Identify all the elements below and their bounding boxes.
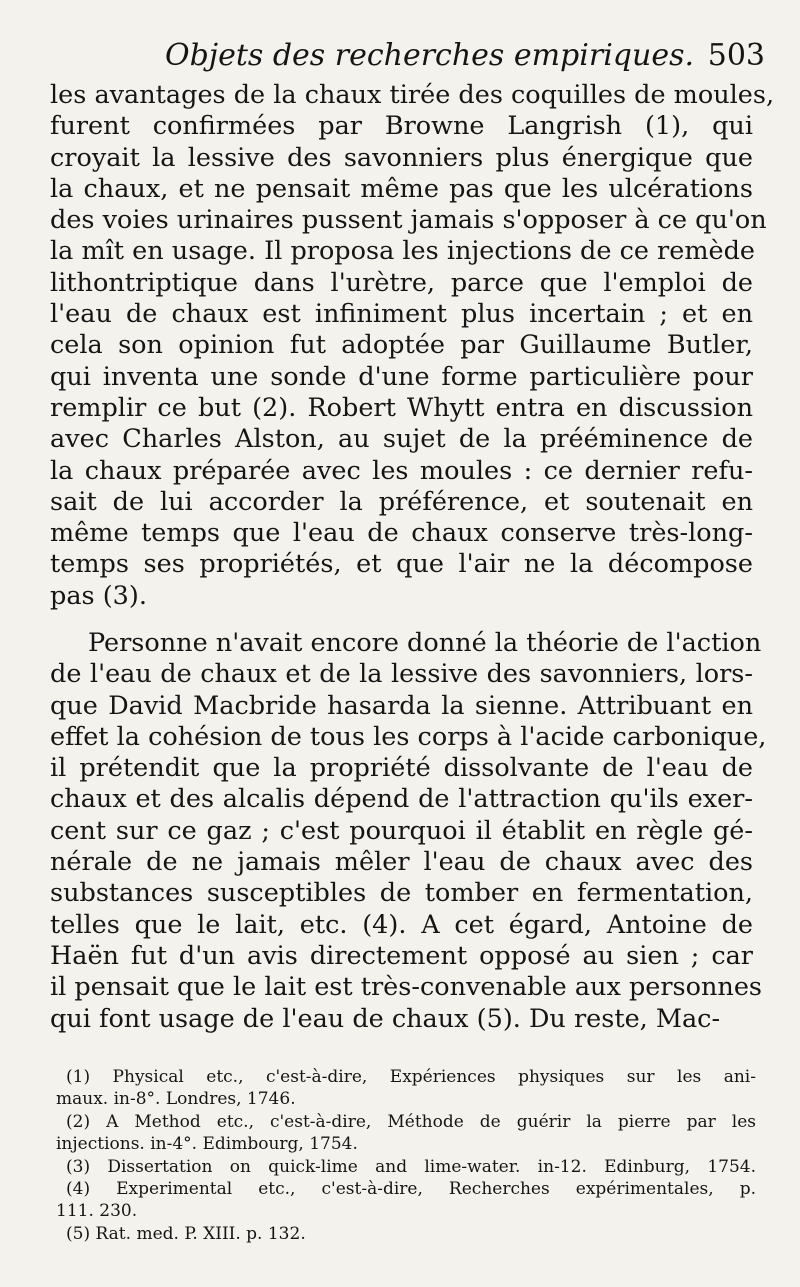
page-number: 503 [707, 38, 765, 73]
paragraph-2-line: substances susceptibles de tomber en fermentation, [50, 878, 753, 909]
footnote-line: 111. 230. [56, 1201, 138, 1222]
paragraph-1-line: les avantages de la chaux tirée des coquilles de moules, [50, 80, 775, 110]
paragraph-1-line: temps ses propriétés, et que l'air ne la décompose [50, 549, 753, 580]
paragraph-2-line: Haën fut d'un avis directement opposé au sien ; car [50, 940, 753, 971]
running-header [165, 34, 765, 78]
paragraph-1-line: lithontriptique dans l'urètre, parce que l'emploi de [50, 267, 753, 298]
footnote-line: (5) Rat. med. P. XIII. p. 132. [66, 1223, 306, 1244]
paragraph-1-line: l'eau de chaux est infiniment plus incertain ; et en [50, 299, 753, 330]
running-title: Objets des recherches empiriques. [165, 38, 694, 73]
footnote-line: (1) Physical etc., c'est-à-dire, Expériences physiques sur les ani- [66, 1067, 756, 1087]
paragraph-1-line: cela son opinion fut adoptée par Guillaume Butler, [50, 330, 753, 361]
footnote-line: maux. in-8°. Londres, 1746. [56, 1089, 296, 1110]
paragraph-1-line: la mît en usage. Il proposa les injections de ce remède [50, 236, 756, 267]
paragraph-2-line: il prétendit que la propriété dissolvante de l'eau de [50, 753, 753, 784]
paragraph-1-line: qui inventa une sonde d'une forme particulière pour [50, 361, 753, 392]
footnote-line: injections. in-4°. Edimbourg, 1754. [56, 1134, 358, 1155]
paragraph-2-line: cent sur ce gaz ; c'est pourquoi il établit en règle gé- [50, 815, 753, 846]
footnote-line: (4) Experimental etc., c'est-à-dire, Recherches expérimentales, p. [66, 1178, 756, 1199]
paragraph-2-line: de l'eau de chaux et de la lessive des savonniers, lors- [50, 659, 753, 690]
paragraph-1 [50, 80, 775, 612]
paragraph-1-line: la chaux, et ne pensait même pas que les ulcérations [50, 173, 753, 204]
paragraph-1-line: même temps que l'eau de chaux conserve très-long- [50, 518, 753, 549]
paragraph-1-line: pas (3). [50, 580, 147, 611]
paragraph-1-line: croyait la lessive des savonniers plus énergique que [50, 142, 753, 173]
paragraph-2-line: nérale de ne jamais mêler l'eau de chaux avec des [50, 847, 753, 878]
paragraph-2-line: il pensait que le lait est très-convenable aux personnes [50, 972, 763, 1003]
paragraph-1-line: la chaux préparée avec les moules : ce dernier refu- [50, 455, 753, 486]
paragraph-1-line: des voies urinaires pussent jamais s'opposer à ce qu'on [50, 205, 767, 236]
paragraph-2-line: Personne n'avait encore donné la théorie de l'action [88, 628, 762, 658]
paragraph-1-line: remplir ce but (2). Robert Whytt entra en discussion [50, 392, 753, 423]
paragraph-1-line: sait de lui accorder la préférence, et soutenait en [50, 486, 753, 517]
paragraph-2 [50, 628, 767, 1035]
paragraph-2-line: effet la cohésion de tous les corps à l'acide carbonique, [50, 721, 767, 752]
footnotes [56, 1066, 756, 1245]
footnote-line: (2) A Method etc., c'est-à-dire, Méthode de guérir la pierre par les [66, 1111, 756, 1132]
paragraph-2-line: que David Macbride hasarda la sienne. Attribuant en [50, 690, 753, 721]
paragraph-1-line: avec Charles Alston, au sujet de la prééminence de [50, 424, 753, 455]
footnote-line: (3) Dissertation on quick-lime and lime-water. in-12. Edinburg, 1754. [66, 1156, 756, 1177]
paragraph-2-line: chaux et des alcalis dépend de l'attraction qu'ils exer- [50, 784, 753, 815]
paragraph-2-line: telles que le lait, etc. (4). A cet égard, Antoine de [50, 909, 753, 940]
paragraph-1-line: furent confirmées par Browne Langrish (1), qui [50, 111, 753, 142]
paragraph-2-line: qui font usage de l'eau de chaux (5). Du reste, Mac- [50, 1003, 721, 1034]
